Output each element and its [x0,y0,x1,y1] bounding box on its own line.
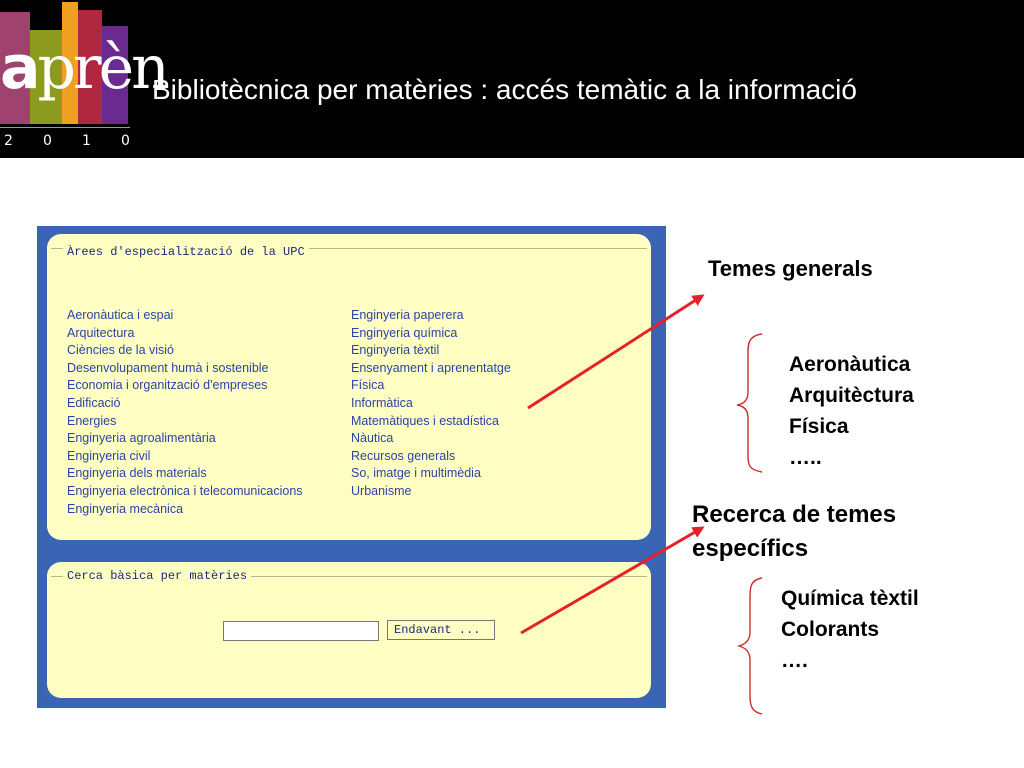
recerca-label-line: Recerca de temes [692,501,897,528]
example-item: Colorants [781,618,880,641]
arrow-to-temes-generals [528,296,702,408]
area-link[interactable]: Enginyeria agroalimentària [67,431,216,446]
area-link[interactable]: Informàtica [351,395,413,410]
area-link[interactable]: Economia i organització d'empreses [67,378,268,393]
area-link[interactable]: Enginyeria dels materials [67,466,207,481]
example-item: …. [781,649,808,672]
area-link[interactable]: Enginyeria electrònica i telecomunicacions [67,483,303,498]
areas-box-title: Àrees d'especialització de la UPC [63,245,309,259]
area-link[interactable]: Ensenyament i aprenentatge [351,360,511,375]
area-link[interactable]: Enginyeria paperera [351,308,464,322]
area-link[interactable]: Física [351,378,385,393]
area-link[interactable]: Nàutica [351,431,394,446]
recerca-label-line: específics [692,535,809,562]
area-link[interactable]: Enginyeria mecànica [67,501,184,516]
area-link[interactable]: Enginyeria civil [67,448,151,463]
example-item: ….. [789,446,822,469]
example-item: Química tèxtil [781,587,919,610]
endavant-button[interactable]: Endavant ... [387,620,495,640]
logo-wordmark: aprèn [0,33,167,103]
basic-search-title: Cerca bàsica per matèries [63,569,251,583]
example-item: Aeronàutica [789,353,911,376]
example-item: Arquitèctura [789,384,914,407]
example-item: Física [789,415,849,438]
area-link[interactable]: Aeronàutica i espai [67,308,174,322]
area-link[interactable]: Ciències de la visió [67,343,174,358]
brace-icon [739,578,762,714]
area-link[interactable]: Edificació [67,395,121,410]
page-title: Bibliotècnica per matèries : accés temàtic a la informació [152,74,857,105]
area-link[interactable]: Energies [67,413,117,428]
area-link[interactable]: Arquitectura [67,325,135,340]
temes-generals-label: Temes generals [708,256,873,281]
area-link[interactable]: Desenvolupament humà i sostenible [67,360,269,375]
brace-icon [737,334,762,472]
area-link[interactable]: Recursos generals [351,448,456,463]
area-link[interactable]: Urbanisme [351,483,412,498]
area-link[interactable]: Matemàtiques i estadística [351,413,499,428]
area-link[interactable]: Enginyeria química [351,325,458,340]
area-link[interactable]: So, imatge i multimèdia [351,466,481,481]
logo-year: 2 0 1 0 [4,133,130,149]
arrow-to-recerca [521,528,702,633]
area-link[interactable]: Enginyeria tèxtil [351,343,440,358]
